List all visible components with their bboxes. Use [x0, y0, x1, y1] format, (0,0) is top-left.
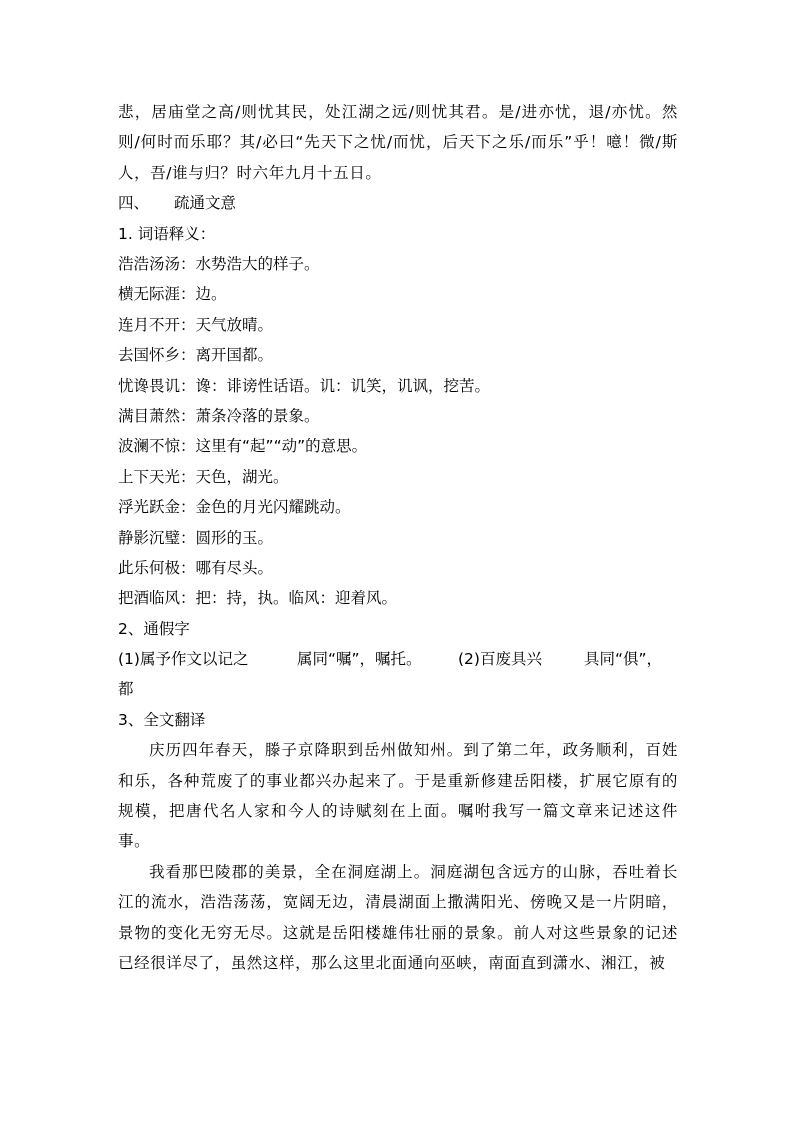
- vocab-separator: ：: [180, 376, 196, 395]
- vocab-term: 连月不开: [118, 315, 181, 334]
- vocab-item: [118, 310, 678, 340]
- vocab-separator: ：: [180, 558, 196, 577]
- vocab-definition: 把：持，执。临风：迎着风。: [195, 589, 398, 608]
- vocab-item: [118, 340, 678, 370]
- vocab-definition: 水势浩大的样子。: [195, 255, 320, 273]
- vocab-definition: 天色，湖光。: [195, 467, 289, 486]
- vocab-heading: 1. 词语释义：: [118, 224, 216, 243]
- vocab-item: [118, 583, 678, 613]
- vocab-item: [118, 523, 678, 553]
- vocab-item: [118, 249, 678, 279]
- vocab-definition: 金色的月光闪耀跳动。: [195, 498, 351, 517]
- vocab-separator: ：: [180, 437, 196, 456]
- tongjia-item-2-phrase: (2)百废具兴: [458, 650, 542, 669]
- vocab-item: [118, 371, 678, 401]
- tongjia-item-2-note-cont: 都: [118, 680, 134, 699]
- vocab-term: 波澜不惊: [118, 437, 181, 456]
- section-number: 四、: [118, 194, 150, 213]
- vocab-separator: ：: [180, 528, 196, 547]
- vocab-separator: ：: [180, 406, 196, 425]
- tongjia-heading: 2、通假字: [118, 619, 190, 638]
- vocab-definition: 边。: [195, 285, 227, 304]
- vocab-definition: 圆形的玉。: [195, 528, 274, 547]
- vocab-term: 满目萧然: [118, 406, 181, 425]
- section-title: 疏通文意: [174, 194, 237, 213]
- tongjia-item-1-phrase: (1)属予作文以记之: [118, 650, 249, 669]
- vocab-term: 去国怀乡: [118, 346, 181, 365]
- vocab-definition: 这里有“起”“动”的意思。: [195, 437, 368, 456]
- vocab-term: 浩浩汤汤: [118, 255, 181, 273]
- vocab-term: 浮光跃金: [118, 498, 181, 517]
- vocab-item: [118, 279, 678, 309]
- vocab-item: [118, 553, 678, 583]
- tongjia-item-2-note: 具同“俱”，: [584, 650, 663, 669]
- vocab-separator: ：: [180, 255, 196, 273]
- vocab-list: [118, 249, 678, 614]
- vocab-separator: ：: [180, 285, 196, 304]
- vocab-term: 上下天光: [118, 467, 181, 486]
- vocab-term: 此乐何极: [118, 558, 181, 577]
- vocab-item: [118, 462, 678, 492]
- vocab-separator: ：: [180, 589, 196, 608]
- vocab-definition: 天气放晴。: [195, 315, 274, 334]
- vocab-term: 静影沉璧: [118, 528, 181, 547]
- vocab-separator: ：: [180, 346, 196, 365]
- translation-paragraph-2: 我看那巴陵郡的美景，全在洞庭湖上。洞庭湖包含远方的山脉，吞吐着长江的流水，浩浩荡荡，宽阔无边，清晨湖面上撒满阳光、傍晚又是一片阴暗，景物的变化无穷无尽。这就是岳阳楼雄伟壮丽的景象。前人对这些景象的记述已经很详尽了，虽然这样，那么这里北面通向巫峡，南面直到潇水、湘江，被: [118, 862, 678, 973]
- tongjia-item-1-note: 属同“嘱”，嘱托。: [297, 650, 422, 669]
- tongjia-row: [118, 644, 678, 674]
- vocab-separator: ：: [180, 315, 196, 334]
- section-heading-4: [118, 188, 678, 218]
- intro-paragraph: 悲，居庙堂之高/则忧其民，处江湖之远/则忧其君。是/进亦忧，退/亦忧。然则/何时而乐耶？其/必曰“先天下之忧/而忧，后天下之乐/而乐”乎！噫！微/斯人，吾/谁与归？时六年九月十五日。: [118, 103, 678, 182]
- vocab-item: [118, 492, 678, 522]
- translation-paragraph-1: 庆历四年春天，滕子京降职到岳州做知州。到了第二年，政务顺利，百姓和乐，各种荒废了的事业都兴办起来了。于是重新修建岳阳楼，扩展它原有的规模，把唐代名人家和今人的诗赋刻在上面。嘱咐我写一篇文章来记述这件事。: [118, 741, 678, 851]
- vocab-term: 忧谗畏讥: [118, 376, 181, 395]
- vocab-item: [118, 431, 678, 461]
- vocab-definition: 哪有尽头。: [195, 558, 274, 577]
- vocab-term: 横无际涯: [118, 285, 181, 304]
- vocab-separator: ：: [180, 467, 196, 486]
- vocab-term: 把酒临风: [118, 589, 181, 608]
- vocab-item: [118, 401, 678, 431]
- vocab-separator: ：: [180, 498, 196, 517]
- vocab-definition: 离开国都。: [195, 346, 274, 365]
- vocab-definition: 萧条冷落的景象。: [195, 406, 320, 425]
- document-page: [118, 97, 678, 979]
- translation-heading: 3、全文翻译: [118, 710, 206, 729]
- vocab-definition: 谗：诽谤性话语。讥：讥笑，讥讽，挖苦。: [195, 376, 491, 395]
